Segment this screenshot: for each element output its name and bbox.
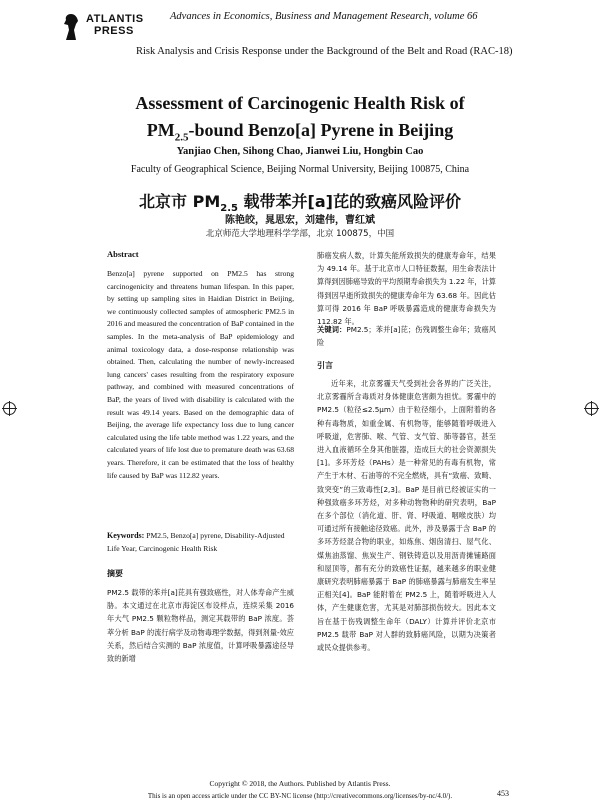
intro-body: 近年来，北京雾霾天气受到社会各界的广泛关注，北京雾霾所含毒质对身体健康危害颇为担忧。雾霾中的 PM2.5（粒径≤2.5μm）由于粒径细小，上面附着的各种有毒物质，如重金属、有机物等，能够随着呼吸进入呼吸道，危害肺、喉、气管、支气管、肺等器官，甚至进入血液循环全身其他脏器，造成巨大的社会资源损失[1]。多环芳烃（PAHs）是一种常见的有毒有机物，常产生于木材、石油等的不完全燃烧，具有“致癌、致畸、致突变”的三致毒性[2,3]。BaP 是目前已经被证实的一种强致癌多环芳烃，对多种动物物种的研究表明，BaP 在多个部位（消化道、肝、肾、呼吸道、咽喉皮肤）均可通过所有接触途径致癌。此外，涉及暴露于含 BaP 的多环芳烃混合物的职业，如炼焦、烟囱清扫、屋气化、煤焦油蒸馏、焦炭生产、钢铁铸造以及用沥青摊铺路面和屋顶等，都有充分的致癌性证据，越来越多的职业健康研究表明肺癌暴露于 BaP 的肺癌暴露与肺癌发生率呈正相关[4]。BaP 能附着在 PM2.5 上，随着呼吸进入人体，产生健康危害，尤其是对肺部损伤较大。因此本文旨在基于伤残调整生命年（DALY）计算并评价北京市 PM2.5 载带 BaP 对人群的致肺癌风险，以期为决策者或民众提供参考。: [317, 379, 496, 653]
brand-line-1: ATLANTIS: [86, 13, 144, 25]
title-rest: -bound Benzo[a] Pyrene in Beijing: [188, 120, 454, 140]
title-pm: PM: [146, 120, 175, 140]
registration-mark-left-icon: [3, 402, 16, 415]
cn-title-post: 载带苯并[a]芘的致癌风险评价: [237, 192, 461, 211]
cn-title-sub: 2.5: [220, 203, 238, 215]
cn-abstract-heading: 摘要: [107, 569, 123, 578]
copyright: Copyright © 2018, the Authors. Published by Atlantis Press.: [209, 779, 391, 788]
keywords: [107, 530, 294, 555]
conference-line: Risk Analysis and Crisis Response under the Background of the Belt and Road (RAC-18): [136, 46, 513, 57]
cn-keywords-label: 关键词：: [317, 325, 347, 334]
cn-authors: 陈艳皎，晁思宏，刘建伟，曹红斌: [225, 215, 375, 226]
abstract-body: Benzo[a] pyrene supported on PM2.5 has strong carcinogenicity and threatens human lifespan. In this paper, by setting up sampling sites in Haidian District in Beijing, we continuously collected samples of atmospheric PM2.5 in 2016 and measured the concentration of BaP contained in the samples. In the meta-analysis of BaP epidemiology and animal toxicology data, a dose-response relationship was obtained. Then, calculating the number of newly-increased lung cancers' cases resulting from the respiratory exposure pathway, and combined with measured concentrations of BaP, the years of lived with disability is calculated with the result was 49.14 years. Based on the demographic data of Beijing, the average life expectancy loss due to lung cancer calculated using the life table method was 1.22 years, and the calculated years of life lost due to premature death was 63.68 years. Therefore, it can be estimated that the loss of healthy life caused by BaP was 112.82 years.: [107, 269, 294, 480]
brand-name: [86, 13, 144, 37]
right-column-continued: 肺癌发病人数，计算失能所致损失的健康寿命年，结果为 49.14 年。基于北京市人口特征数据，用生命表法计算得到因肺癌导致的平均预期寿命损失为 1.22 年，计算得到因早逝所致损失的健康寿命年为 63.68 年。因此估算可得 2016 年 BaP 呼吸暴露造成的健康寿命损失为 112.82 年。: [317, 251, 496, 327]
registration-mark-right-icon: [585, 402, 598, 415]
title-line-1: Assessment of Carcinogenic Health Risk of: [135, 93, 465, 113]
page-number: 453: [497, 789, 509, 798]
intro-heading: 引言: [317, 361, 333, 370]
paper-title: [60, 90, 540, 152]
statue-icon: [60, 12, 82, 42]
keywords-text: PM2.5, Benzo[a] pyrene, Disability-Adjusted Life Year, Carcinogenic Health Risk: [107, 531, 285, 553]
license-line: This is an open access article under the CC BY-NC license (http://creativecommons.org/licenses/by-nc/4.0/).: [147, 792, 453, 800]
affiliation: Faculty of Geographical Science, Beijing Normal University, Beijing 100875, China: [130, 164, 470, 175]
cn-keywords-text: PM2.5；苯并[a]芘；伤残调整生命年；致癌风险: [317, 325, 496, 348]
journal-line: Advances in Economics, Business and Management Research, volume 66: [170, 11, 478, 22]
cn-title-pre: 北京市 PM: [139, 192, 221, 211]
title-pm-sub: 2.5: [174, 131, 189, 144]
keywords-label: Keywords:: [107, 531, 145, 540]
cn-abstract-body: PM2.5 载带的苯并[a]芘具有强致癌性，对人体寿命产生威胁。本文通过在北京市海淀区布设样点，连续采集 2016 年大气 PM2.5 颗粒物样品，测定其载带的 BaP 浓度。荟萃分析 BaP 的流行病学及动物毒理学数据，得到剂量-效应关系，然后结合实测的 BaP 浓度值，计算呼吸暴露途径导致的新增: [107, 588, 294, 664]
authors: Yanjiao Chen, Sihong Chao, Jianwei Liu, Hongbin Cao: [176, 146, 424, 157]
cn-affiliation: 北京师范大学地理科学学部，北京 100875，中国: [205, 229, 395, 239]
cn-keywords: [317, 323, 496, 349]
brand-line-2: PRESS: [94, 25, 134, 37]
abstract-heading: Abstract: [107, 249, 139, 259]
